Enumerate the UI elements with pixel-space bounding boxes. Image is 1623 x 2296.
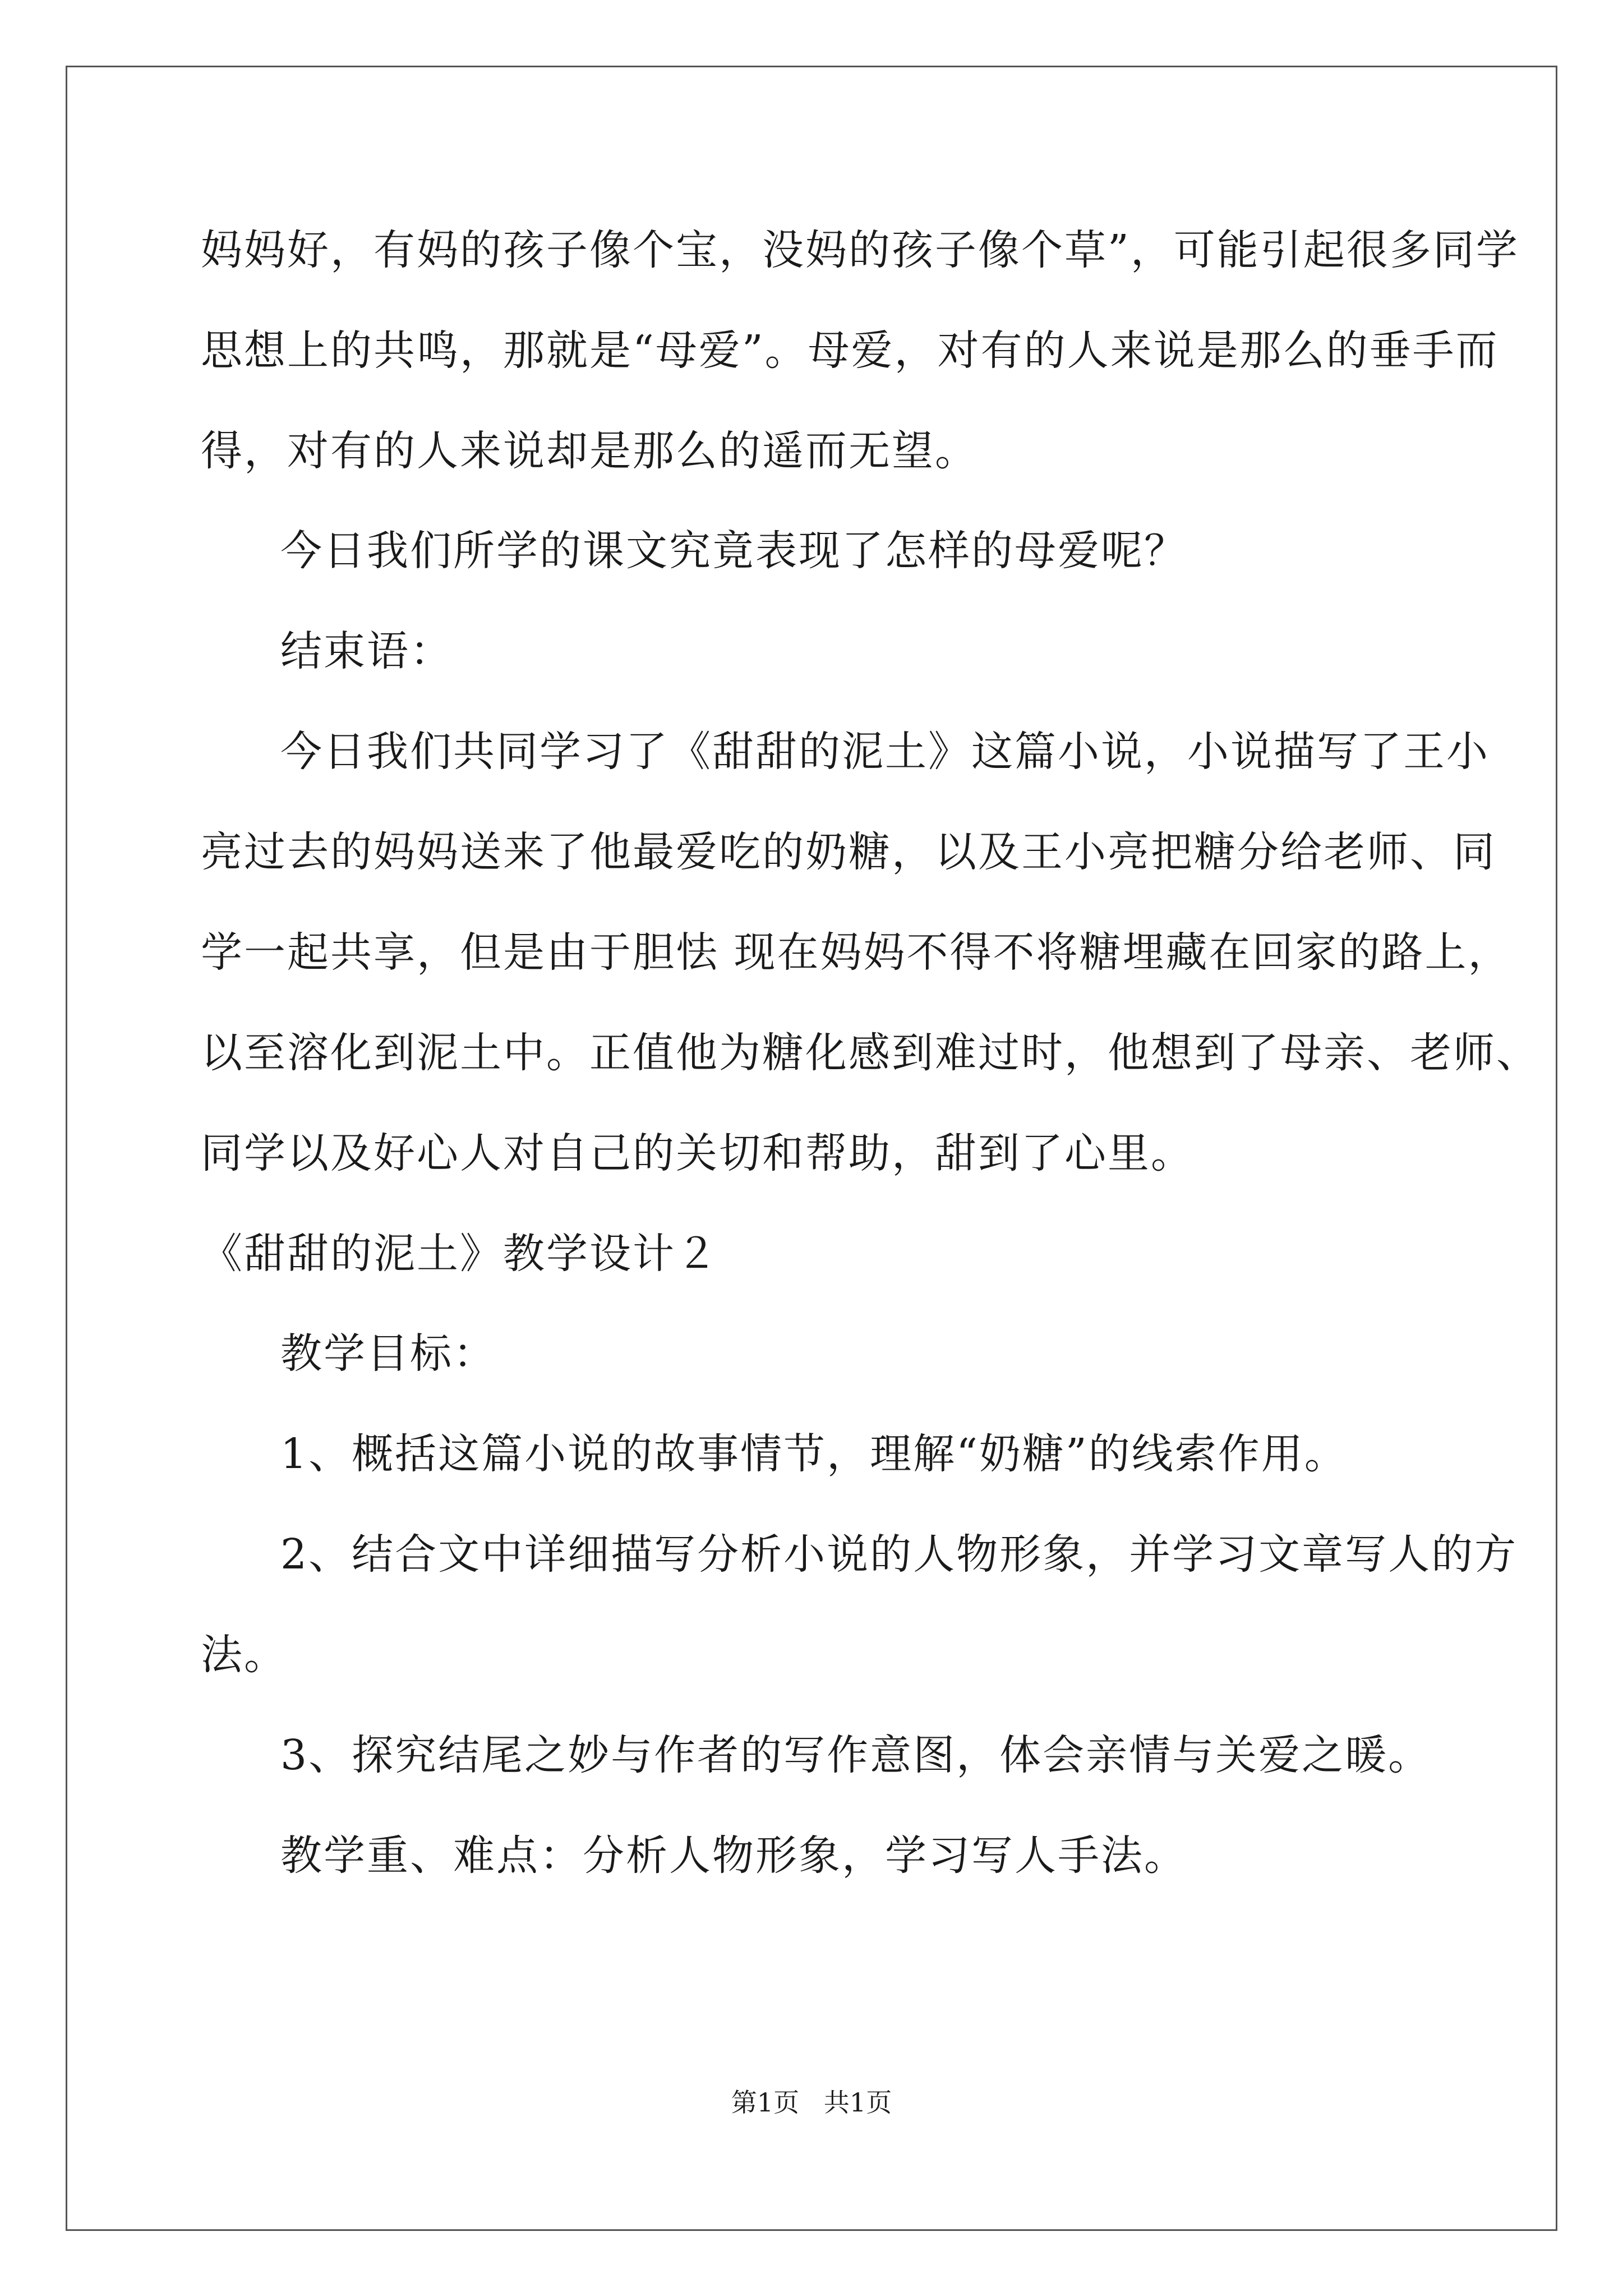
- section-heading: 《甜甜的泥土》教学设计２: [201, 1230, 719, 1278]
- text-line: 教学目标：: [280, 1329, 496, 1378]
- text-line: 思想上的共鸣，那就是“母爱”。母爱，对有的人来说是那么的垂手而: [201, 326, 1499, 375]
- text-line: 2、结合文中详细描写分析小说的人物形象，并学习文章写人的方: [280, 1530, 1518, 1579]
- text-line: 学一起共享，但是由于胆怯 现在妈妈不得不将糖埋藏在回家的路上，: [201, 928, 1511, 977]
- text-line: 同学以及好心人对自己的关切和帮助，甜到了心里。: [201, 1129, 1194, 1177]
- text-line: 结束语：: [280, 627, 453, 675]
- text-line: 妈妈好，有妈的孩子像个宝，没妈的孩子像个草”，可能引起很多同学: [201, 226, 1519, 274]
- text-line: 今日我们共同学习了《甜甜的泥土》这篇小说，小说描写了王小: [280, 728, 1490, 776]
- text-line: 法。: [201, 1631, 287, 1679]
- text-line: 以至溶化到泥土中。正值他为糖化感到难过时，他想到了母亲、老师、: [201, 1029, 1539, 1077]
- text-line: 3、探究结尾之妙与作者的写作意图，体会亲情与关爱之暖。: [280, 1731, 1432, 1779]
- text-line: 教学重、难点：分析人物形象，学习写人手法。: [280, 1832, 1187, 1880]
- text-line: 1、概括这篇小说的故事情节，理解“奶糖”的线索作用。: [280, 1430, 1348, 1478]
- text-line: 得，对有的人来说却是那么的遥而无望。: [201, 427, 978, 475]
- text-line: 亮过去的妈妈送来了他最爱吃的奶糖，以及王小亮把糖分给老师、同: [201, 828, 1496, 876]
- page-footer: 第1页 共1页: [731, 2087, 892, 2118]
- text-line: 今日我们所学的课文究竟表现了怎样的母爱呢？: [280, 527, 1187, 575]
